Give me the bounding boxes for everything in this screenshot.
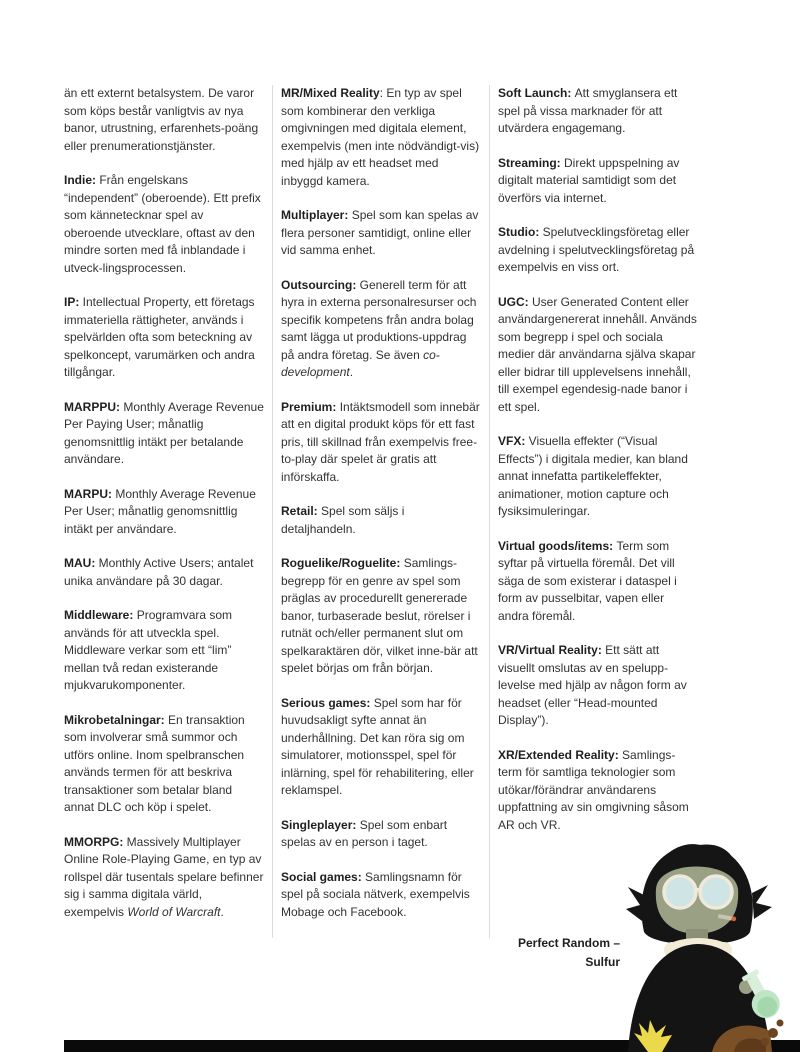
caption-line-2: Sulfur xyxy=(585,955,620,969)
glasses-right-lens xyxy=(700,876,732,908)
glossary-term: Singleplayer: xyxy=(281,817,360,832)
glossary-term: Indie: xyxy=(64,173,100,187)
glossary-definition: Samlings-term för samtliga teknologier som utökar/förändrar användarens uppfattning av sin omgivning såsom AR och VR. xyxy=(498,747,689,832)
glossary-definition: Monthly Average Revenue Per User; månatlig genomsnittlig intäkt per användare. xyxy=(64,486,256,536)
glossary-column-3 xyxy=(498,85,698,938)
glossary-term: MARPU: xyxy=(64,486,116,501)
glossary-entry xyxy=(281,277,481,382)
glossary-term: Multiplayer: xyxy=(281,208,352,222)
glossary-definition: User Generated Content eller användargenererat innehåll. Används som begrepp i spel och sociala medier där användarna själva skapar eller bidrar till upplevelsens innehåll, till exempel egendesig-nade banor i ett spel. xyxy=(498,294,697,414)
glossary-term: UGC: xyxy=(498,294,532,309)
glossary-definition: Samlings-begrepp för en genre av spel som präglas av procedurellt genererade banor, turbaserade beslut, rörelser i rutnät och/eller permanent slut om spelkaraktären dör, vilket inne-bär att spelet börjas om från början. xyxy=(281,556,478,675)
glossary-entry xyxy=(281,817,481,852)
glossary-entry xyxy=(281,555,481,678)
glossary-definition: Monthly Average Revenue Per Paying User; månatlig genomsnittlig intäkt per betalande användare. xyxy=(64,399,264,466)
glossary-term: MMORPG: xyxy=(64,834,127,849)
glossary-definition: . xyxy=(220,904,224,919)
glossary-entry xyxy=(64,486,264,539)
glossary-entry xyxy=(281,207,481,260)
glossary-term: Virtual goods/items: xyxy=(498,538,617,553)
glossary-entry xyxy=(498,155,698,208)
glossary-term: Streaming: xyxy=(498,155,565,170)
glossary-entry xyxy=(64,85,264,155)
caption-line-1: Perfect Random – xyxy=(517,936,620,950)
goo-splash xyxy=(777,1020,784,1027)
glossary-entry xyxy=(498,224,698,277)
glossary-term: IP: xyxy=(64,295,83,309)
glossary-definition: Spel som säljs i detaljhandeln. xyxy=(281,504,405,536)
glossary-entry xyxy=(498,85,698,138)
glossary-entry xyxy=(64,607,264,695)
glossary-definition: Direkt uppspelning av digitalt material samtidigt som det överförs via internet. xyxy=(498,155,680,205)
glasses-bridge xyxy=(694,888,702,892)
goo-splash xyxy=(761,1038,769,1046)
glossary-entry xyxy=(64,834,264,922)
hair-tuft-right xyxy=(752,885,772,919)
glossary-definition: Term som syftar på virtuella föremål. Det vill säga de som existerar i dataspel i form av pusselbitar, vapen eller andra föremål. xyxy=(498,538,677,623)
glossary-entry xyxy=(64,294,264,382)
glossary-term: XR/Extended Reality: xyxy=(498,747,623,762)
glossary-term: VR/Virtual Reality: xyxy=(498,643,606,657)
hair-tuft-left xyxy=(626,887,644,921)
column-divider xyxy=(489,85,490,938)
glossary-entry xyxy=(64,172,264,277)
glossary-definition: Spelutvecklingsföretag eller avdelning i spelutvecklingsföretag på exempelvis en viss ort. xyxy=(498,225,695,274)
glossary-entry xyxy=(281,695,481,800)
glossary-definition: Programvara som används för att utveckla spel. Middleware verkar som ett “lim” mellan två redan existerande mjukvarukomponenter. xyxy=(64,608,233,692)
glossary-entry xyxy=(498,294,698,417)
glossary-entry xyxy=(498,747,698,835)
glossary-entry xyxy=(64,555,264,590)
glossary-term: Retail: xyxy=(281,504,322,518)
glossary-definition: Massively Multiplayer Online Role-Playing Game, en typ av rollspel där tusentals spelare befinner sig i samma digitala värld, exempelvis xyxy=(64,834,264,919)
glossary-definition: Ett sätt att visuellt omslutas av en spelupp-levelse med hjälp av någon form av headset (eller “Head-mounted Display”). xyxy=(498,643,687,727)
glossary-definition: En transaktion som involverar små summor och utförs online. Inom spelbranschen används termen för att beskriva transaktioner som betalar bland annat DLC och köp i spelet. xyxy=(64,712,245,814)
glossary-definition: Från engelskans “independent” (oberoende). Ett prefix som kännetecknar spel av oberoende utvecklare, oftast av den mindre sorten med få inblandade i utveck-lingsprocessen. xyxy=(64,173,261,275)
glossary-definition: Monthly Active Users; antalet unika användare på 30 dagar. xyxy=(64,556,254,588)
glossary-entry xyxy=(281,869,481,922)
glossary-definition: än ett externt betalsystem. De varor som köps består vanligtvis av nya banor, utrustning, erfarenhets-poäng eller prenumerationstjänster. xyxy=(64,86,259,153)
glossary-term: Middleware: xyxy=(64,608,137,622)
glossary-entry xyxy=(498,433,698,521)
glossary-term: Social games: xyxy=(281,869,366,884)
glossary-term: Mikrobetalningar: xyxy=(64,712,169,727)
glasses-left-lens xyxy=(664,876,696,908)
glossary-entry xyxy=(498,538,698,626)
glossary-term: VFX: xyxy=(498,434,529,448)
illustration-caption xyxy=(400,934,620,972)
glossary-entry xyxy=(64,399,264,469)
glossary-entry xyxy=(64,712,264,817)
glossary-term: MARPPU: xyxy=(64,399,124,414)
glossary-definition: Intäktsmodell som innebär att en digital produkt köps för ett fast pris, till skillnad från exempelvis free-to-play där spelet är gratis att införskaffa. xyxy=(281,399,480,484)
glossary-definition: Generell term för att hyra in externa personalresurser och specifik kompetens från andra bolag samt lägga ut produktions-uppdrag på andra företag. Se även xyxy=(281,277,477,362)
glossary-columns xyxy=(64,85,701,938)
glossary-definition: Spel som kan spelas av flera personer samtidigt, online eller vid samma enhet. xyxy=(281,208,479,257)
glossary-definition: World of Warcraft xyxy=(127,904,221,919)
glossary-term: Outsourcing: xyxy=(281,277,360,292)
glossary-term: MAU: xyxy=(64,556,99,570)
goo-splash xyxy=(768,1028,778,1038)
glossary-column-2 xyxy=(281,85,481,938)
glossary-definition: Intellectual Property, ett företags immateriella rättigheter, används i spelvärlden ofta som beteckning av spelkoncept, varumärken och andra tillgångar. xyxy=(64,295,255,379)
glossary-definition: co-development xyxy=(281,347,440,379)
glossary-definition: Samlingsnamn för spel på sociala nätverk, exempelvis Mobage och Facebook. xyxy=(281,869,470,919)
glossary-definition: Visuella effekter (“Visual Effects”) i digitala medier, kan bland annat innefatta partikeleffekter, animationer, motion capture och fysiksimuleringar. xyxy=(498,434,688,518)
glossary-term: Roguelike/Roguelite: xyxy=(281,556,404,570)
glossary-term: Soft Launch: xyxy=(498,86,575,100)
glossary-definition: Spel som har för huvudsakligt syfte annat än underhållning. Det kan röra sig om simulatorer, motionsspel, spel för inlärning, spel för rehabilitering, eller reklamspel. xyxy=(281,695,474,797)
glossary-definition: Spel som enbart spelas av en person i taget. xyxy=(281,817,448,849)
glossary-entry xyxy=(281,503,481,538)
glossary-term: Premium: xyxy=(281,399,340,414)
zombie-scientist-illustration xyxy=(614,837,786,1052)
glossary-column-1 xyxy=(64,85,264,938)
glossary-definition: : En typ av spel som kombinerar den verkliga omgivningen med digitala element, exempelvis (men inte nödvändigt-vis) med hjälp av ett headset med inbyggd kamera. xyxy=(281,86,480,188)
glossary-definition: Att smyglansera ett spel på vissa marknader för att utvärdera engagemang. xyxy=(498,86,678,135)
glossary-entry xyxy=(498,642,698,730)
glossary-definition: . xyxy=(349,365,354,379)
glossary-entry xyxy=(281,399,481,487)
column-divider xyxy=(272,85,273,938)
glossary-term: Serious games: xyxy=(281,695,374,710)
glossary-entry xyxy=(281,85,481,190)
glossary-term: MR/Mixed Reality xyxy=(281,86,380,100)
glossary-term: Studio: xyxy=(498,225,543,239)
